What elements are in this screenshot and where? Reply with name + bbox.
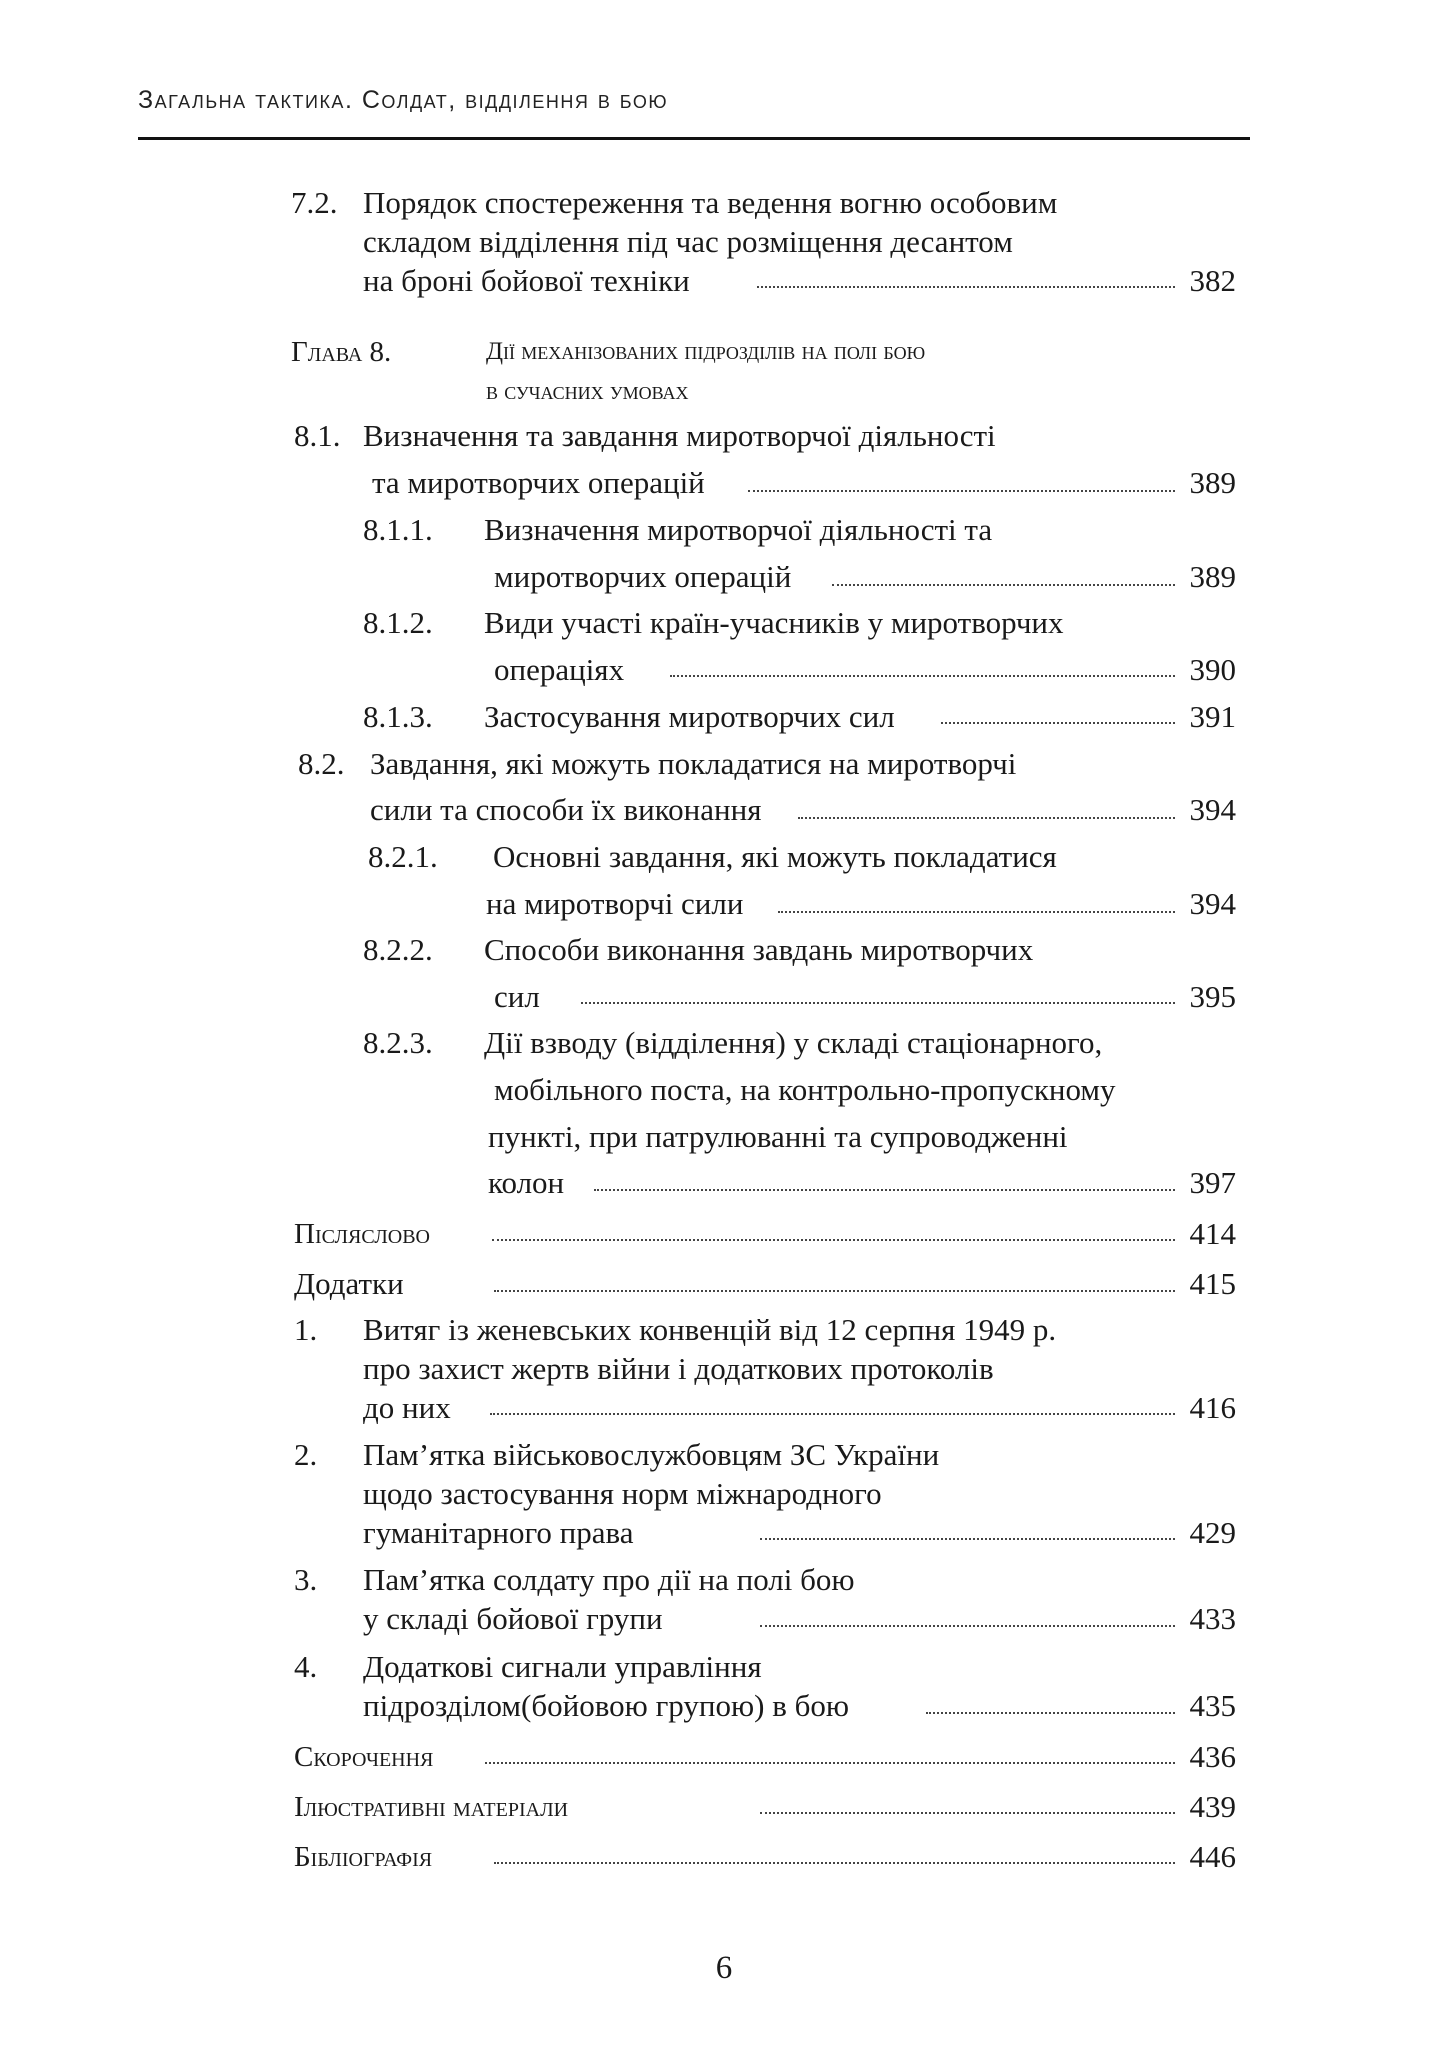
toc-number: 2. [294,1437,318,1472]
toc-text-line: Застосування миротворчих сил [484,699,895,734]
toc-number: 8.1. [294,418,341,453]
page-number: 436 [1189,1739,1236,1774]
page-number: 394 [1189,886,1236,921]
toc-text-line: пункті, при патрулюванні та супроводженні [488,1119,1068,1154]
page-number: 390 [1189,652,1236,687]
toc-text-line: Визначення миротворчої діяльності та [484,512,993,547]
page-number: 435 [1189,1688,1236,1723]
toc-text-line: Способи виконання завдань миротворчих [484,932,1034,967]
page-folio: 6 [715,1950,733,1986]
toc-text-line: та миротворчих операцій [372,465,705,500]
header-rule [138,137,1250,140]
dot-leader [748,490,1175,492]
toc-text-line: на миротворчі сили [486,886,744,921]
toc-text-line: Дії взводу (відділення) у складі стаціонарного, [484,1025,1103,1060]
page-number: 391 [1189,699,1236,734]
toc-label: Додатки [294,1266,404,1301]
dot-leader [581,1002,1175,1004]
page-number: 382 [1189,263,1236,298]
dot-leader [760,1812,1175,1814]
page-number: 439 [1189,1789,1236,1824]
toc-text-line: гуманітарного права [363,1515,634,1550]
toc-label: Післяслово [294,1218,430,1250]
toc-number: 8.1.2. [363,605,433,640]
toc-text-line: Витяг із женевських конвенцій від 12 серпня 1949 р. [363,1312,1057,1347]
toc-number: 8.1.3. [363,699,433,734]
toc-text-line: Пам’ятка солдату про дії на полі бою [363,1562,855,1597]
toc-label: Скорочення [294,1741,434,1773]
toc-number: 7.2. [291,185,338,220]
page-number: 416 [1189,1390,1236,1425]
dot-leader [798,817,1175,819]
toc-text-line: Види участі країн-учасників у миротворчих [484,605,1064,640]
toc-label: Ілюстративні матеріали [294,1791,569,1823]
toc-text-line: мобільного поста, на контрольно-пропускному [494,1072,1116,1107]
page-number: 433 [1189,1601,1236,1636]
dot-leader [492,1239,1175,1241]
toc-text-line: операціях [494,652,625,687]
chapter-label: Глава 8. [291,336,392,368]
page-number: 446 [1189,1839,1236,1874]
page-number: 415 [1189,1266,1236,1301]
toc-text-line: підрозділом(бойовою групою) в бою [363,1688,850,1723]
running-title: Загальна тактика. Солдат, відділення в бою [138,86,669,114]
dot-leader [757,286,1175,288]
toc-text-line: Основні завдання, які можуть покладатися [493,839,1057,874]
chapter-title-line: в сучасних умовах [486,378,689,405]
page-number: 414 [1189,1216,1236,1251]
chapter-title-line: Дії механізованих підрозділів на полі бою [486,338,926,365]
toc-text-line: Додаткові сигнали управління [363,1649,762,1684]
toc-number: 8.1.1. [363,512,433,547]
toc-text-line: сил [494,979,540,1014]
toc-text-line: у складі бойової групи [363,1601,663,1636]
dot-leader [494,1862,1175,1864]
toc-number: 8.2.1. [368,839,438,874]
page-number: 397 [1189,1165,1236,1200]
toc-text-line: Завдання, які можуть покладатися на миротворчі [370,746,1017,781]
dot-leader [832,584,1175,586]
dot-leader [760,1538,1175,1540]
toc-number: 3. [294,1562,318,1597]
dot-leader [670,675,1175,677]
toc-number: 8.2.2. [363,932,433,967]
toc-label: Бібліографія [294,1841,433,1873]
toc-text-line: Порядок спостереження та ведення вогню особовим [363,185,1058,220]
page-number: 395 [1189,979,1236,1014]
toc-text-line: колон [488,1165,565,1200]
toc-number: 8.2. [298,746,345,781]
toc-text-line: на броні бойової техніки [363,263,690,298]
toc-text-line: про захист жертв війни і додаткових протоколів [363,1351,994,1386]
dot-leader [941,722,1175,724]
page-number: 389 [1189,559,1236,594]
toc-text-line: миротворчих операцій [494,559,792,594]
page-number: 394 [1189,792,1236,827]
dot-leader [760,1625,1175,1627]
toc-text-line: до них [363,1390,451,1425]
toc-text-line: Пам’ятка військовослужбовцям ЗС України [363,1437,940,1472]
dot-leader [778,911,1175,913]
page-number: 389 [1189,465,1236,500]
toc-text-line: Визначення та завдання миротворчої діяльності [363,418,996,453]
dot-leader [490,1413,1175,1415]
dot-leader [594,1189,1175,1191]
page-number: 429 [1189,1515,1236,1550]
dot-leader [926,1712,1175,1714]
toc-number: 1. [294,1312,318,1347]
toc-number: 4. [294,1649,318,1684]
toc-text-line: сили та способи їх виконання [370,792,762,827]
toc-number: 8.2.3. [363,1025,433,1060]
toc-text-line: складом відділення під час розміщення десантом [363,224,1013,259]
dot-leader [494,1290,1175,1292]
dot-leader [485,1762,1175,1764]
toc-text-line: щодо застосування норм міжнародного [363,1476,882,1511]
